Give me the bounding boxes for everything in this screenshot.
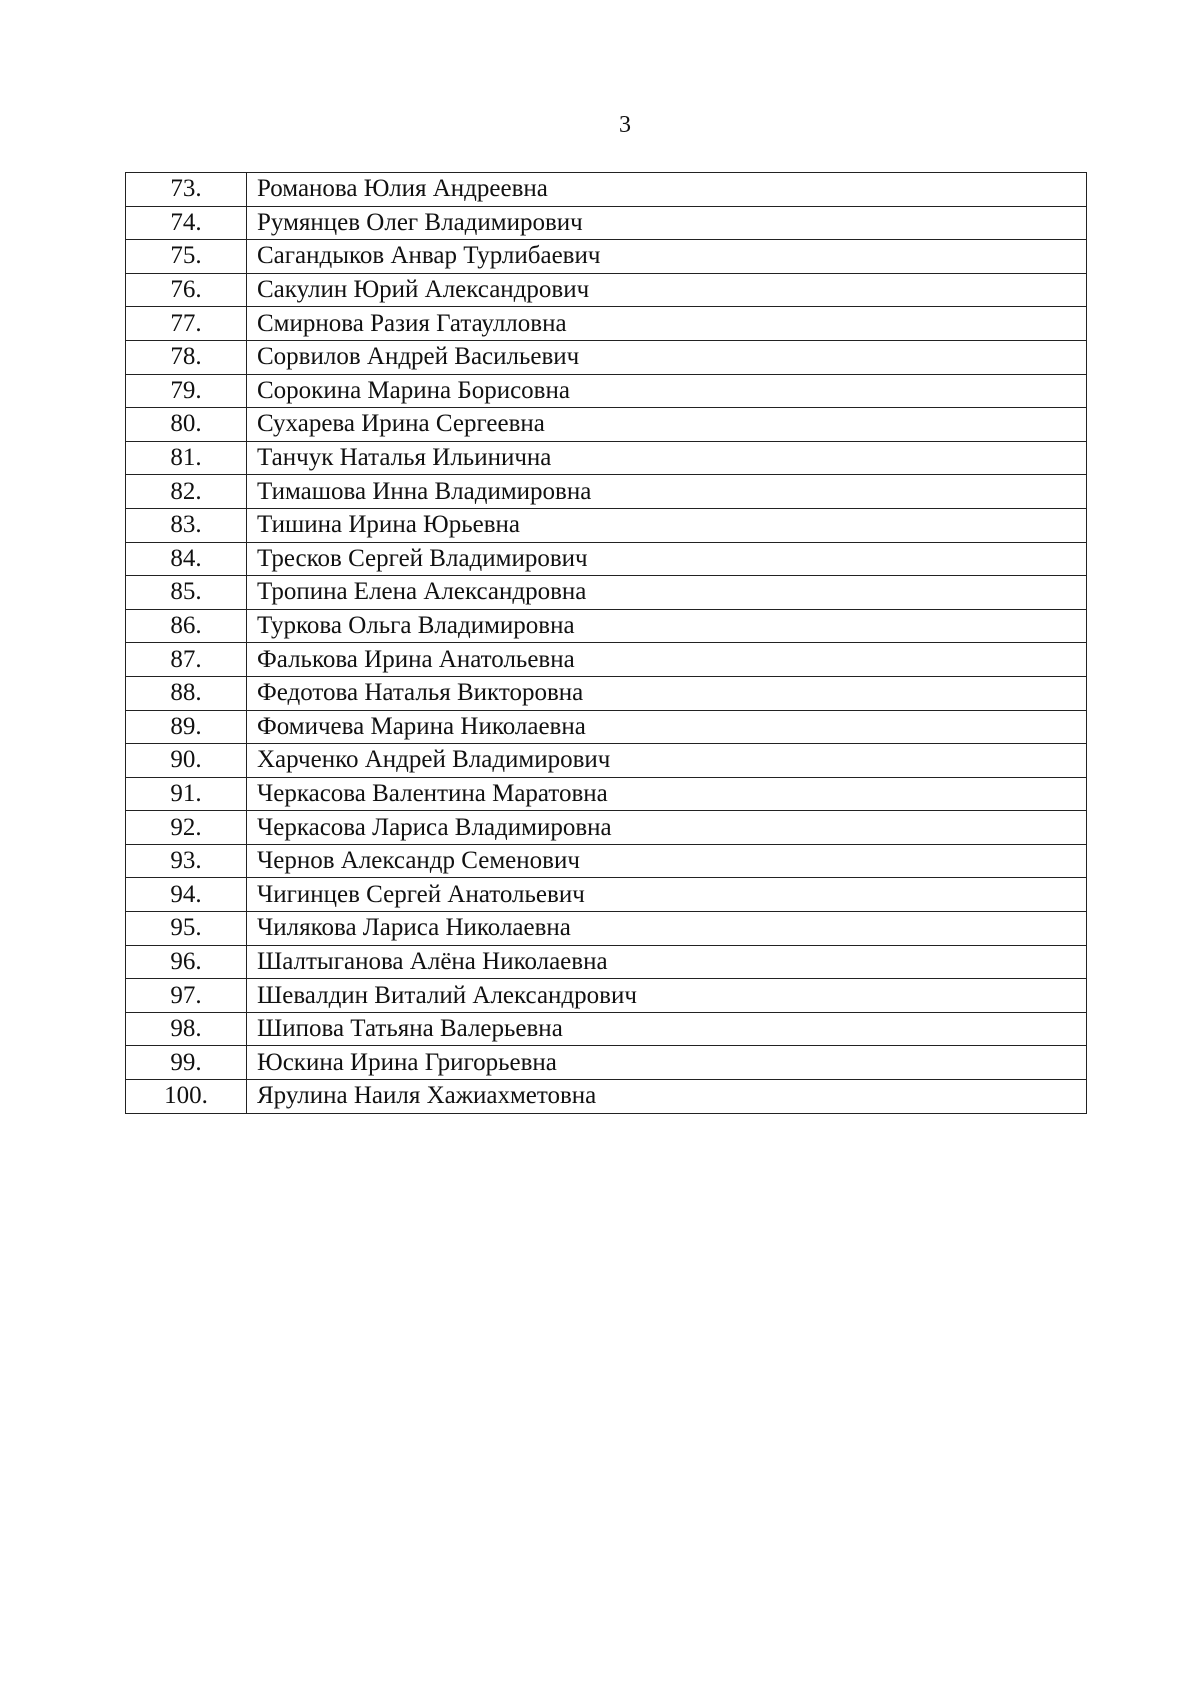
person-name: Шалтыганова Алёна Николаевна bbox=[247, 945, 1087, 979]
row-number: 100. bbox=[126, 1080, 247, 1114]
table-row bbox=[126, 542, 1087, 576]
row-number: 89. bbox=[126, 710, 247, 744]
table-row bbox=[126, 374, 1087, 408]
table-row bbox=[126, 777, 1087, 811]
row-number: 73. bbox=[126, 173, 247, 207]
table-row bbox=[126, 475, 1087, 509]
person-name: Смирнова Разия Гатаулловна bbox=[247, 307, 1087, 341]
row-number: 81. bbox=[126, 441, 247, 475]
table-row bbox=[126, 441, 1087, 475]
row-number: 97. bbox=[126, 979, 247, 1013]
table-row bbox=[126, 676, 1087, 710]
person-name: Тропина Елена Александровна bbox=[247, 576, 1087, 610]
row-number: 77. bbox=[126, 307, 247, 341]
person-name: Федотова Наталья Викторовна bbox=[247, 676, 1087, 710]
row-number: 80. bbox=[126, 408, 247, 442]
table-row bbox=[126, 173, 1087, 207]
person-name: Романова Юлия Андреевна bbox=[247, 173, 1087, 207]
table-row bbox=[126, 240, 1087, 274]
row-number: 86. bbox=[126, 609, 247, 643]
row-number: 99. bbox=[126, 1046, 247, 1080]
table-row bbox=[126, 576, 1087, 610]
person-name: Чернов Александр Семенович bbox=[247, 844, 1087, 878]
row-number: 94. bbox=[126, 878, 247, 912]
row-number: 82. bbox=[126, 475, 247, 509]
row-number: 96. bbox=[126, 945, 247, 979]
person-name: Чилякова Лариса Николаевна bbox=[247, 912, 1087, 946]
table-row bbox=[126, 844, 1087, 878]
person-name: Черкасова Валентина Маратовна bbox=[247, 777, 1087, 811]
row-number: 78. bbox=[126, 340, 247, 374]
person-name: Тимашова Инна Владимировна bbox=[247, 475, 1087, 509]
table-row bbox=[126, 206, 1087, 240]
table-row bbox=[126, 979, 1087, 1013]
person-name: Сорокина Марина Борисовна bbox=[247, 374, 1087, 408]
person-name: Юскина Ирина Григорьевна bbox=[247, 1046, 1087, 1080]
row-number: 87. bbox=[126, 643, 247, 677]
person-name: Сорвилов Андрей Васильевич bbox=[247, 340, 1087, 374]
row-number: 90. bbox=[126, 744, 247, 778]
table-row bbox=[126, 1046, 1087, 1080]
table-row bbox=[126, 945, 1087, 979]
person-name: Танчук Наталья Ильинична bbox=[247, 441, 1087, 475]
names-table bbox=[125, 172, 1087, 1114]
row-number: 79. bbox=[126, 374, 247, 408]
table-row bbox=[126, 811, 1087, 845]
person-name: Ярулина Наиля Хажиахметовна bbox=[247, 1080, 1087, 1114]
row-number: 83. bbox=[126, 508, 247, 542]
person-name: Тишина Ирина Юрьевна bbox=[247, 508, 1087, 542]
row-number: 74. bbox=[126, 206, 247, 240]
table-row bbox=[126, 1012, 1087, 1046]
person-name: Шевалдин Виталий Александрович bbox=[247, 979, 1087, 1013]
table-row bbox=[126, 878, 1087, 912]
table-row bbox=[126, 508, 1087, 542]
table-row bbox=[126, 340, 1087, 374]
row-number: 93. bbox=[126, 844, 247, 878]
person-name: Тресков Сергей Владимирович bbox=[247, 542, 1087, 576]
row-number: 91. bbox=[126, 777, 247, 811]
person-name: Сухарева Ирина Сергеевна bbox=[247, 408, 1087, 442]
person-name: Фалькова Ирина Анатольевна bbox=[247, 643, 1087, 677]
table-row bbox=[126, 912, 1087, 946]
row-number: 88. bbox=[126, 676, 247, 710]
person-name: Шипова Татьяна Валерьевна bbox=[247, 1012, 1087, 1046]
person-name: Чигинцев Сергей Анатольевич bbox=[247, 878, 1087, 912]
row-number: 98. bbox=[126, 1012, 247, 1046]
table-row bbox=[126, 710, 1087, 744]
person-name: Сагандыков Анвар Турлибаевич bbox=[247, 240, 1087, 274]
person-name: Румянцев Олег Владимирович bbox=[247, 206, 1087, 240]
table-row bbox=[126, 643, 1087, 677]
table-row bbox=[126, 1080, 1087, 1114]
person-name: Туркова Ольга Владимировна bbox=[247, 609, 1087, 643]
table-row bbox=[126, 744, 1087, 778]
row-number: 75. bbox=[126, 240, 247, 274]
row-number: 92. bbox=[126, 811, 247, 845]
table-row bbox=[126, 307, 1087, 341]
person-name: Сакулин Юрий Александрович bbox=[247, 273, 1087, 307]
row-number: 76. bbox=[126, 273, 247, 307]
row-number: 85. bbox=[126, 576, 247, 610]
table-row bbox=[126, 609, 1087, 643]
row-number: 95. bbox=[126, 912, 247, 946]
names-table-body bbox=[126, 173, 1087, 1114]
row-number: 84. bbox=[126, 542, 247, 576]
person-name: Черкасова Лариса Владимировна bbox=[247, 811, 1087, 845]
page-number: 3 bbox=[619, 112, 631, 138]
person-name: Харченко Андрей Владимирович bbox=[247, 744, 1087, 778]
person-name: Фомичева Марина Николаевна bbox=[247, 710, 1087, 744]
table-row bbox=[126, 408, 1087, 442]
table-row bbox=[126, 273, 1087, 307]
